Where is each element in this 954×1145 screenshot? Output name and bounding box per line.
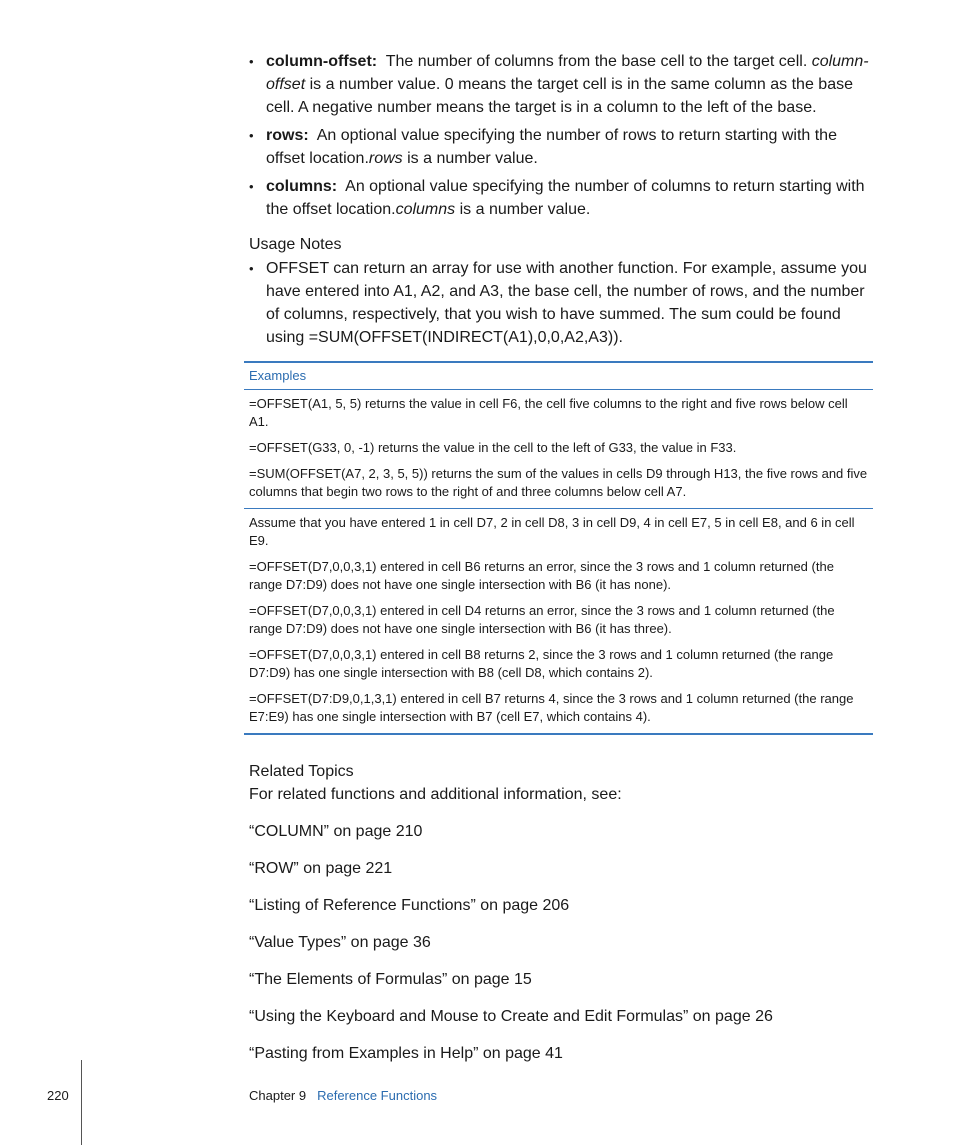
param-columns: [249, 175, 873, 221]
examples-table: [244, 361, 873, 735]
related-topics-heading: Related Topics: [249, 763, 354, 780]
page-number: 220: [47, 1088, 69, 1103]
examples-group-2: [244, 508, 873, 733]
chapter-title-link[interactable]: Reference Functions: [317, 1088, 438, 1103]
related-topics-intro: For related functions and additional information, see:: [249, 786, 622, 803]
related-link-pasting[interactable]: “Pasting from Examples in Help” on page 41: [249, 1045, 563, 1062]
param-text: An optional value specifying the number of columns to return starting with the offset location.: [266, 178, 865, 218]
param-term: columns:: [266, 178, 338, 195]
related-link-column[interactable]: “COLUMN” on page 210: [249, 823, 423, 840]
example-line: Assume that you have entered 1 in cell D7, 2 in cell D8, 3 in cell D9, 4 in cell E7, 5 in cell E8, and 6 in cell E9.: [249, 515, 855, 548]
usage-note: • OFFSET can return an array for use with another function. For example, assume you have entered into A1, A2, and A3, the base cell, the number of rows, and the number of columns, respectively, that you wish to have summed. The sum could be found using =SUM(OFFSET(INDIRECT(A1),0,0,A2,A3)).: [249, 257, 873, 349]
related-topics: [249, 760, 873, 1065]
related-link-listing[interactable]: “Listing of Reference Functions” on page 206: [249, 897, 570, 914]
example-line: =OFFSET(A1, 5, 5) returns the value in cell F6, the cell five columns to the right and five rows below cell A1.: [249, 396, 848, 429]
example-line: =OFFSET(D7:D9,0,1,3,1) entered in cell B7 returns 4, since the 3 rows and 1 column returned (the range E7:E9) has one single intersection with B7 (cell E7, which contains 4).: [249, 691, 854, 724]
related-link-keyboard-mouse[interactable]: “Using the Keyboard and Mouse to Create and Edit Formulas” on page 26: [249, 1008, 773, 1025]
usage-notes-list: [249, 257, 873, 349]
parameter-list: [249, 50, 873, 221]
main-content: [249, 50, 873, 1079]
param-text: The number of columns from the base cell to the target cell.: [385, 53, 812, 70]
example-line: =OFFSET(D7,0,0,3,1) entered in cell B8 returns 2, since the 3 rows and 1 column returned (the range D7:D9) has one single intersection with B8 (cell D8, which contains 2).: [249, 647, 834, 680]
param-term: column-offset:: [266, 53, 378, 70]
related-link-elements[interactable]: “The Elements of Formulas” on page 15: [249, 971, 532, 988]
related-links: [249, 820, 873, 1065]
param-text: is a number value. 0 means the target cell is in the same column as the base cell. A negative number means the target is in a column to the left of the base.: [266, 76, 853, 116]
param-column-offset: [249, 50, 873, 119]
chapter-label: Chapter 9: [249, 1088, 307, 1103]
examples-title: Examples: [244, 363, 873, 390]
example-line: =SUM(OFFSET(A7, 2, 3, 5, 5)) returns the sum of the values in cells D9 through H13, the five rows and five columns that begin two rows to the right of and three columns below cell A7.: [249, 466, 868, 499]
footer-chapter: [249, 1088, 437, 1103]
param-text: is a number value.: [455, 201, 591, 218]
related-link-row[interactable]: “ROW” on page 221: [249, 860, 393, 877]
param-text: is a number value.: [402, 150, 538, 167]
param-text: An optional value specifying the number of rows to return starting with the offset location.: [266, 127, 837, 167]
footer-divider: [81, 1060, 82, 1145]
example-line: =OFFSET(G33, 0, -1) returns the value in the cell to the left of G33, the value in F33.: [249, 440, 737, 455]
examples-group-1: [244, 390, 873, 508]
usage-notes-heading: Usage Notes: [249, 236, 342, 253]
example-line: =OFFSET(D7,0,0,3,1) entered in cell B6 returns an error, since the 3 rows and 1 column returned (the range D7:D9) does not have one single intersection with B6 (it has none).: [249, 559, 834, 592]
related-link-value-types[interactable]: “Value Types” on page 36: [249, 934, 431, 951]
example-line: =OFFSET(D7,0,0,3,1) entered in cell D4 returns an error, since the 3 rows and 1 column returned (the range D7:D9) does not have one single intersection with B6 (it has three).: [249, 603, 835, 636]
param-term: rows:: [266, 127, 309, 144]
param-italic: column-offset: [266, 53, 869, 93]
param-italic: rows: [368, 150, 403, 167]
param-rows: [249, 124, 873, 170]
param-italic: columns: [395, 201, 456, 218]
